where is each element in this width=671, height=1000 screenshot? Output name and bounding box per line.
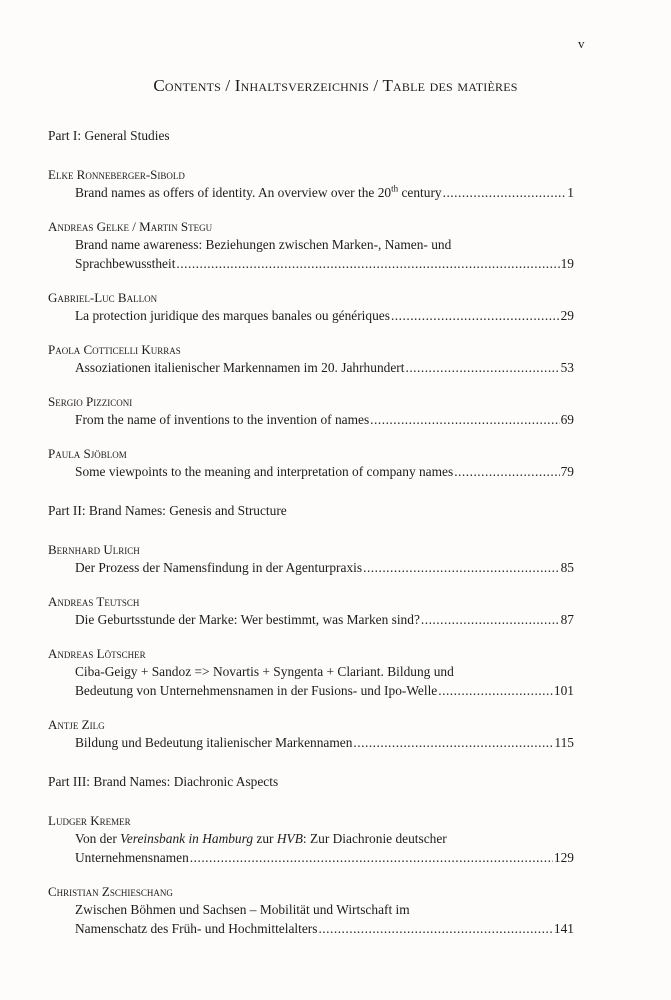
chapter-title	[48, 462, 574, 481]
page-reference: 53	[560, 360, 574, 375]
chapter-title	[48, 662, 574, 700]
part-heading: Part II: Brand Names: Genesis and Structure	[48, 503, 287, 518]
author-name: Paola Cotticelli Kurras	[48, 342, 181, 357]
chapter-title-line: Ciba-Geigy + Sandoz => Novartis + Syngenta + Clariant. Bildung und	[75, 664, 454, 679]
toc-entry[interactable]	[48, 883, 574, 938]
author-name: Antje Zilg	[48, 717, 105, 732]
chapter-title	[48, 829, 574, 867]
toc-entry[interactable]	[48, 541, 574, 577]
chapter-title-text: Namenschatz des Früh- und Hochmittelalters	[75, 921, 318, 936]
page-reference: 129	[553, 850, 574, 865]
table-of-contents	[48, 126, 574, 938]
chapter-title-text: Die Geburtsstunde der Marke: Wer bestimmt, was Marken sind?	[75, 612, 420, 627]
chapter-title-text: Unternehmensnamen	[75, 850, 189, 865]
chapter-title	[48, 733, 574, 752]
toc-entry[interactable]	[48, 393, 574, 429]
chapter-title	[48, 410, 574, 429]
toc-entry[interactable]	[48, 341, 574, 377]
dot-leader	[352, 733, 553, 752]
chapter-title-line: Brand name awareness: Beziehungen zwischen Marken-, Namen- und	[75, 237, 452, 252]
dot-leader	[189, 848, 553, 867]
page-title: Contents / Inhaltsverzeichnis / Table des matières	[153, 76, 518, 95]
author-name: Sergio Pizziconi	[48, 394, 133, 409]
page-reference: 1	[567, 185, 574, 200]
toc-entry[interactable]	[48, 716, 574, 752]
chapter-title-line: Von der Vereinsbank in Hamburg zur HVB: Zur Diachronie deutscher	[75, 831, 447, 846]
chapter-title-text: Bedeutung von Unternehmensnamen in der Fusions- und Ipo-Welle	[75, 683, 438, 698]
toc-entry[interactable]	[48, 593, 574, 629]
page-reference: 87	[560, 612, 574, 627]
dot-leader	[369, 410, 559, 429]
ordinal-suffix: th	[391, 183, 399, 194]
author-name: Andreas Lötscher	[48, 646, 146, 661]
page-reference: 85	[560, 560, 574, 575]
dot-leader	[390, 306, 560, 325]
dot-leader	[175, 254, 559, 273]
part-heading: Part III: Brand Names: Diachronic Aspects	[48, 774, 279, 789]
dot-leader	[442, 183, 567, 202]
dot-leader	[437, 681, 553, 700]
dot-leader	[420, 610, 560, 629]
page-reference: 79	[560, 464, 574, 479]
author-name: Ludger Kremer	[48, 813, 131, 828]
dot-leader	[453, 462, 559, 481]
author-name: Bernhard Ulrich	[48, 542, 140, 557]
chapter-title	[48, 306, 574, 325]
part-2	[48, 501, 574, 752]
chapter-title	[48, 183, 574, 202]
chapter-title	[48, 235, 574, 273]
chapter-title	[48, 900, 574, 938]
chapter-title	[48, 358, 574, 377]
chapter-title-text: Assoziationen italienischer Markennamen im 20. Jahrhundert	[75, 360, 405, 375]
page-reference: 115	[554, 735, 574, 750]
chapter-title-text: From the name of inventions to the invention of names	[75, 412, 370, 427]
page-reference: 141	[553, 921, 574, 936]
part-1	[48, 126, 574, 481]
page-reference: 69	[560, 412, 574, 427]
toc-entry[interactable]	[48, 445, 574, 481]
chapter-title-text: Some viewpoints to the meaning and interpretation of company names	[75, 464, 454, 479]
chapter-title-text: Brand names as offers of identity. An overview over the 20th century	[75, 183, 442, 200]
part-heading: Part I: General Studies	[48, 128, 170, 143]
author-name: Andreas Teutsch	[48, 594, 140, 609]
page-reference: 29	[560, 308, 574, 323]
chapter-title-text: Bildung und Bedeutung italienischer Markennamen	[75, 735, 353, 750]
author-name: Paula Sjöblom	[48, 446, 127, 461]
author-name: Christian Zschieschang	[48, 884, 173, 899]
dot-leader	[317, 919, 552, 938]
toc-entry[interactable]	[48, 645, 574, 700]
author-name: Elke Ronneberger-Sibold	[48, 167, 185, 182]
part-3	[48, 772, 574, 938]
page-reference: 101	[553, 683, 574, 698]
page-number: v	[578, 36, 585, 51]
chapter-title-text: Der Prozess der Namensfindung in der Agenturpraxis	[75, 560, 363, 575]
toc-entry[interactable]	[48, 218, 574, 273]
page-reference: 19	[560, 256, 574, 271]
chapter-title-text: Sprachbewusstheit	[75, 256, 176, 271]
chapter-title	[48, 610, 574, 629]
toc-entry[interactable]	[48, 166, 574, 202]
author-name: Andreas Gelke / Martin Stegu	[48, 219, 213, 234]
toc-entry[interactable]	[48, 812, 574, 867]
dot-leader	[404, 358, 559, 377]
chapter-title	[48, 558, 574, 577]
author-name: Gabriel-Luc Ballon	[48, 290, 158, 305]
chapter-title-text: La protection juridique des marques banales ou génériques	[75, 308, 390, 323]
dot-leader	[362, 558, 560, 577]
toc-entry[interactable]	[48, 289, 574, 325]
chapter-title-line: Zwischen Böhmen und Sachsen – Mobilität und Wirtschaft im	[75, 902, 410, 917]
